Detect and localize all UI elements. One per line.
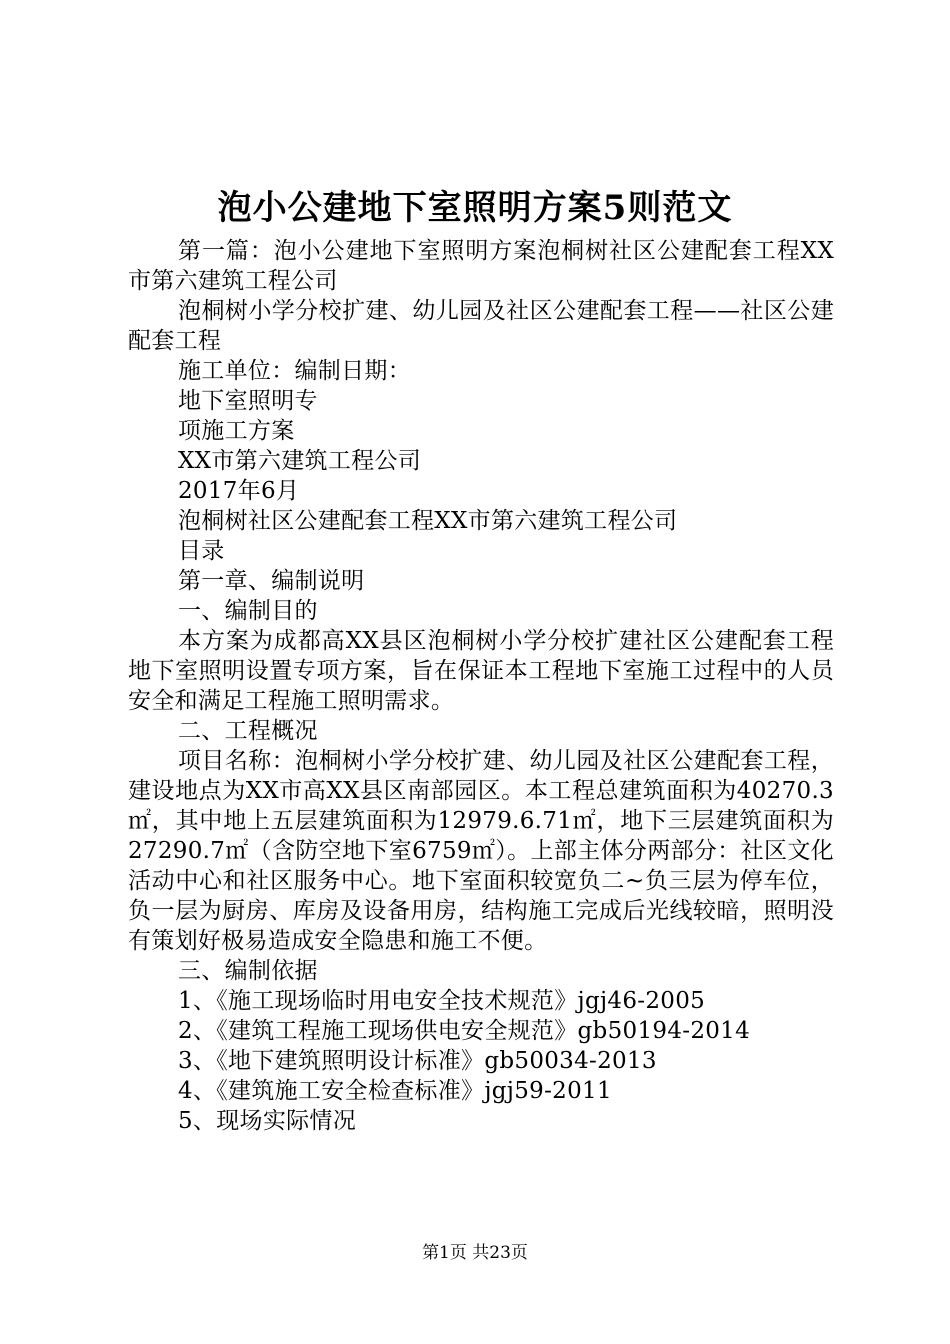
section-heading: 一、编制目的	[178, 598, 318, 624]
list-item: 5、现场实际情况	[178, 1108, 357, 1134]
paragraph: 2017年6月	[178, 478, 300, 504]
document-title: 泡小公建地下室照明方案5则范文	[217, 188, 733, 228]
paragraph: 泡桐树社区公建配套工程XX市第六建筑工程公司	[178, 508, 678, 534]
section-heading: 三、编制依据	[178, 958, 318, 984]
paragraph: 目录	[178, 538, 225, 564]
page-number-footer: 第1页 共23页	[422, 1243, 528, 1263]
paragraph: 第一篇：泡小公建地下室照明方案泡桐树社区公建配套工程XX市第六建筑工程公司	[128, 238, 834, 294]
paragraph: 本方案为成都高XX县区泡桐树小学分校扩建社区公建配套工程地下室照明设置专项方案，旨在保证本工程地下室施工过程中的人员安全和满足工程施工照明需求。	[128, 628, 834, 714]
paragraph: 地下室照明专	[178, 388, 318, 414]
paragraph: 施工单位：编制日期：	[178, 358, 411, 384]
document-body	[128, 236, 834, 1136]
paragraph: 项目名称：泡桐树小学分校扩建、幼儿园及社区公建配套工程，建设地点为XX市高XX县区南部园区。本工程总建筑面积为40270.3㎡，其中地上五层建筑面积为12979.6.71㎡，地下三层建筑面积为27290.7㎡（含防空地下室6759㎡）。上部主体分两部分：社区文化活动中心和社区服务中心。地下室面积较宽负二~负三层为停车位，负一层为厨房、库房及设备用房，结构施工完成后光线较暗，照明没有策划好极易造成安全隐患和施工不便。	[128, 748, 834, 954]
paragraph: 项施工方案	[178, 418, 295, 444]
list-item: 4、《建筑施工安全检查标准》jgj59-2011	[178, 1078, 612, 1104]
list-item: 2、《建筑工程施工现场供电安全规范》gb50194-2014	[178, 1018, 751, 1044]
chapter-heading: 第一章、编制说明	[178, 568, 365, 594]
section-heading: 二、工程概况	[178, 718, 318, 744]
paragraph: XX市第六建筑工程公司	[178, 448, 422, 474]
paragraph: 泡桐树小学分校扩建、幼儿园及社区公建配套工程——社区公建配套工程	[128, 298, 834, 354]
list-item: 1、《施工现场临时用电安全技术规范》jgj46-2005	[178, 988, 706, 1014]
list-item: 3、《地下建筑照明设计标准》gb50034-2013	[178, 1048, 657, 1074]
